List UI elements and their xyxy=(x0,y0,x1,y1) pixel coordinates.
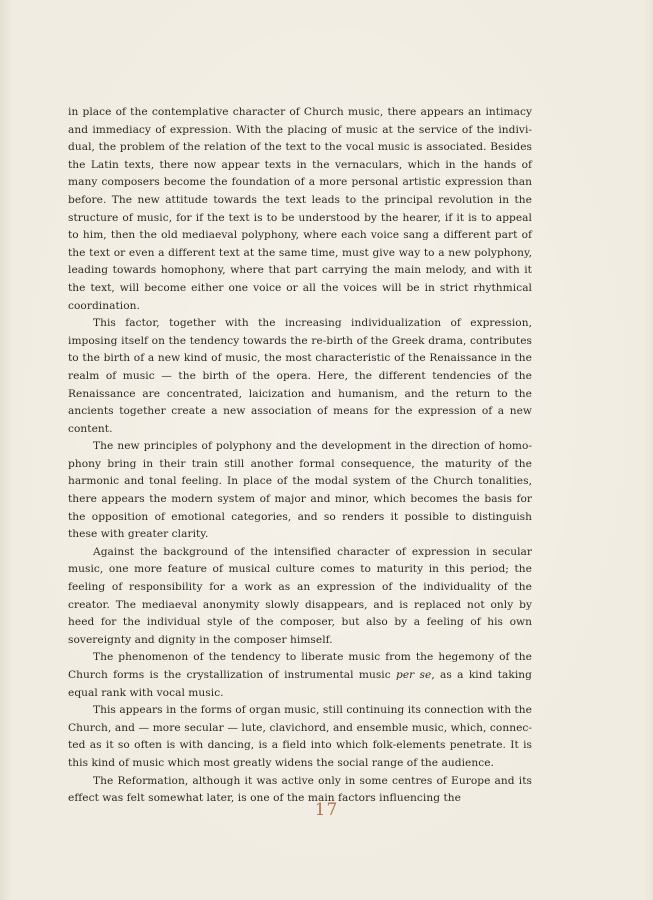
paragraph: This appears in the forms of organ music, still continuing its connection with the Church, and — more secular — lute, clavichord, and ensemble music, which, connected as it so often is with dancing, is a field into which folk-elements penetrate. It is this kind of music which most greatly widens the social range of the audience. xyxy=(68,704,532,769)
paragraph: The new principles of polyphony and the development in the direction of homophony bring in their train still another formal consequence, the maturity of the harmonic and tonal feeling. In place of the modal system of the Church tonalities, there appears the modern system of major and minor, which becomes the basis for the opposition of emotional categories, and so renders it possible to distinguish these with greater clarity. xyxy=(68,440,532,541)
paragraph: The Reformation, although it was active only in some centres of Europe and its effect was felt somewhat later, is one of the main factors influencing the xyxy=(68,774,532,805)
paragraph: in place of the contemplative character of Church music, there appears an intimacy and immediacy of expression. With the placing of music at the service of the individual, the problem of the relation of the text to the vocal music is associated. Besides the Latin texts, there now appear texts in the vernaculars, which in the hands of many composers become the foundation of a more personal artistic expression than before. The new attitude towards the text leads to the principal revolution in the structure of music, for if the text is to be understood by the hearer, if it is to appeal to him, then the old mediaeval polyphony, where each voice sang a different part of the text or even a different text at the same time, must give way to a new polyphony, leading towards homophony, where that part carrying the main melody, and with it the text, will become either one voice or all the voices will be in strict rhythmical coordination. xyxy=(68,106,532,312)
paragraph-text: , as a kind taking equal rank with vocal music. xyxy=(68,669,532,699)
paragraph: Against the background of the intensified character of expression in secular music, one more feature of musical culture comes to maturity in this period; the feeling of responsibility for a work as an expression of the individuality of the creator. The mediaeval anonymity slowly disappears, and is replaced not only by heed for the individual style of the composer, but also by a feeling of his own sovereignty and dignity in the composer himself. xyxy=(68,545,532,646)
italic-phrase: per se xyxy=(396,669,432,681)
paragraph: This factor, together with the increasing individualization of expression, imposing itself on the tendency towards the re-birth of the Greek drama, contributes to the birth of a new kind of music, the most characteristic of the Renaissance in the realm of music — the birth of the opera. Here, the different tendencies of the Renaissance are concentrated, laicization and humanism, and the return to the ancients together create a new association of means for the expression of a new content. xyxy=(68,317,532,435)
paragraph xyxy=(68,649,532,702)
paragraph-text: The phenomenon of the tendency to liberate music from the hegemony of the Church forms is the crystallization of instrumental music xyxy=(68,651,532,681)
page-number: 17 xyxy=(314,800,339,820)
body-text xyxy=(68,104,532,808)
